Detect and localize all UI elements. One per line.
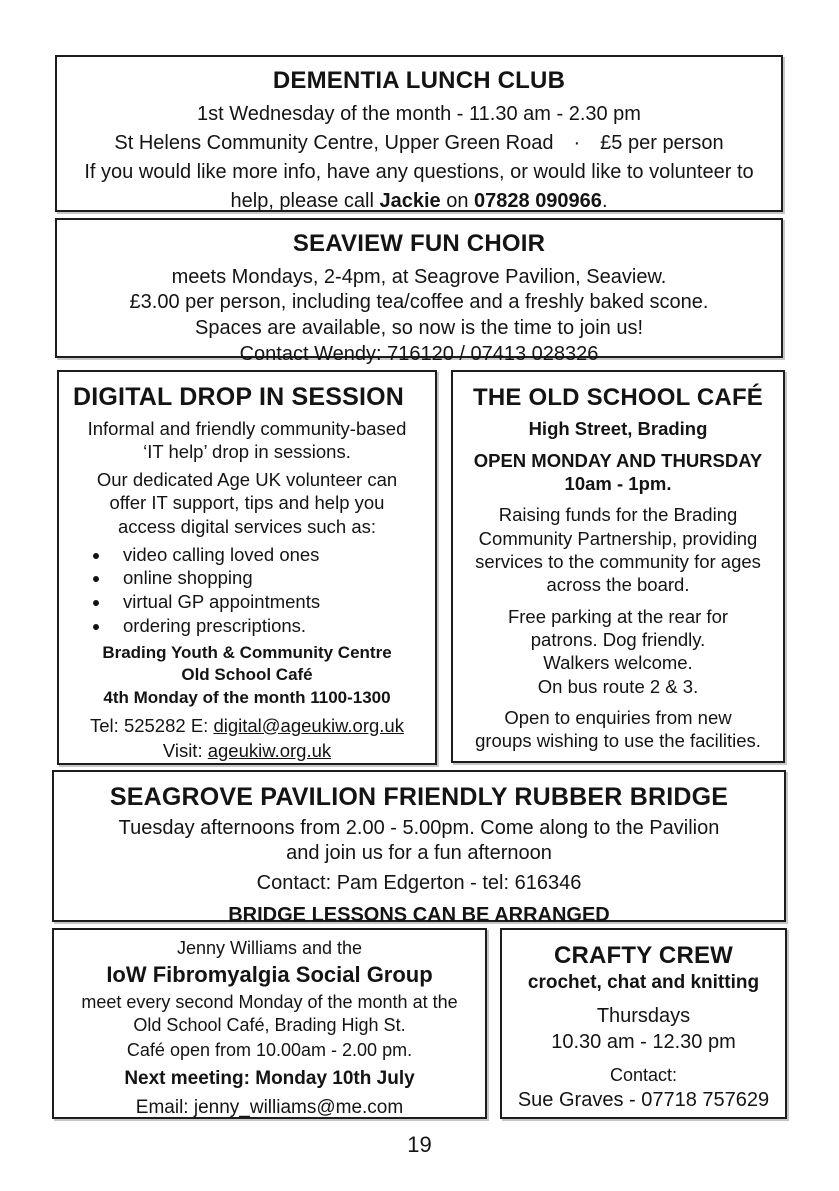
fundraising-paragraph: Raising funds for the Brading Community Partnership, providing services to the community for ages across the board. <box>475 504 761 596</box>
contact-line: Contact Wendy: 716120 / 07413 028326 <box>239 342 599 365</box>
schedule-line: 1st Wednesday of the month - 11.30 am - 2.30 pm <box>197 102 641 125</box>
bullet-item: • online shopping <box>111 566 435 590</box>
old-school-cafe-box <box>451 370 785 763</box>
detail-line: meets Mondays, 2-4pm, at Seagrove Pavilion, Seaview. <box>171 265 667 288</box>
day-line: Thursdays <box>596 1005 691 1028</box>
body-paragraph: Our dedicated Age UK volunteer can offer IT support, tips and help you access digital services such as: <box>96 469 398 537</box>
rubber-bridge-box <box>52 770 786 926</box>
intro-paragraph: Informal and friendly community-based ‘IT help’ drop in sessions. <box>87 418 407 463</box>
subtitle: crochet, chat and knitting <box>527 971 760 993</box>
opening-hours: OPEN MONDAY AND THURSDAY 10am - 1pm. <box>473 449 763 495</box>
bullet-item: • virtual GP appointments <box>111 590 435 614</box>
time-line: 10.30 am - 12.30 pm <box>551 1031 736 1054</box>
location-text: St Helens Community Centre, Upper Green Road <box>114 131 554 154</box>
digital-drop-in-box <box>57 370 437 765</box>
seaview-fun-choir-box <box>55 218 783 365</box>
dementia-lunch-club-box <box>55 55 783 212</box>
contact-line: help, please call Jackie on 07828 090966. <box>230 189 608 212</box>
section-title: SEAVIEW FUN CHOIR <box>292 230 546 257</box>
email-link[interactable]: digital@ageukiw.org.uk <box>213 714 404 736</box>
contact-name: Jackie <box>379 189 441 212</box>
page-number: 19 <box>407 1132 432 1157</box>
detail-line: £3.00 per person, including tea/coffee and a freshly baked scone. <box>129 291 709 314</box>
fibromyalgia-group-box <box>52 928 487 1119</box>
section-title: DIGITAL DROP IN SESSION <box>73 383 405 411</box>
next-meeting-line: Next meeting: Monday 10th July <box>124 1067 415 1089</box>
section-title: DEMENTIA LUNCH CLUB <box>272 67 566 94</box>
separator-dot: · <box>573 131 581 154</box>
contact-phone: 07828 090966 <box>474 189 602 212</box>
tel-email-line: Tel: 525282 E: digital@ageukiw.org.uk <box>90 714 404 736</box>
website-line: Visit: ageukiw.org.uk <box>162 739 332 761</box>
schedule-paragraph: Tuesday afternoons from 2.00 - 5.00pm. Come along to the Pavilion and join us for a fun afternoon <box>118 817 720 864</box>
detail-line: Spaces are available, so now is the time to join us! <box>194 316 644 339</box>
address-subtitle: High Street, Brading <box>528 417 708 439</box>
cafe-hours-line: Café open from 10.00am - 2.00 pm. <box>126 1040 413 1060</box>
amenities-paragraph: Free parking at the rear for patrons. Dog friendly. Walkers welcome. On bus route 2 & 3. <box>507 605 729 697</box>
section-title: THE OLD SCHOOL CAFÉ <box>472 384 764 411</box>
meeting-paragraph: meet every second Monday of the month at the Old School Café, Brading High St. <box>81 992 458 1035</box>
section-title: CRAFTY CREW <box>553 942 734 969</box>
bullet-item: • video calling loved ones <box>111 543 435 567</box>
website-link[interactable]: ageukiw.org.uk <box>207 739 332 761</box>
email-line: Email: jenny_williams@me.com <box>135 1097 404 1119</box>
enquiries-paragraph: Open to enquiries from new groups wishing to use the facilities. <box>475 706 761 752</box>
section-title: IoW Fibromyalgia Social Group <box>106 961 433 987</box>
email-address: jenny_williams@me.com <box>193 1097 404 1119</box>
section-title: SEAGROVE PAVILION FRIENDLY RUBBER BRIDGE <box>109 783 729 811</box>
venue-paragraph: Brading Youth & Community Centre Old School Café 4th Monday of the month 1100-1300 <box>102 643 392 707</box>
contact-line: Sue Graves - 07718 757629 <box>517 1088 770 1111</box>
info-line: If you would like more info, have any questions, or would like to volunteer to <box>84 160 754 183</box>
crafty-crew-box <box>500 928 787 1119</box>
intro-line: Jenny Williams and the <box>176 938 363 958</box>
contact-label: Contact: <box>609 1065 678 1086</box>
location-price-line <box>65 131 773 156</box>
price-text: £5 per person <box>600 131 724 154</box>
bullet-item: • ordering prescriptions. <box>111 614 435 638</box>
lessons-note: BRIDGE LESSONS CAN BE ARRANGED <box>228 904 610 926</box>
services-bullet-list <box>111 543 435 638</box>
contact-line: Contact: Pam Edgerton - tel: 616346 <box>256 872 582 894</box>
